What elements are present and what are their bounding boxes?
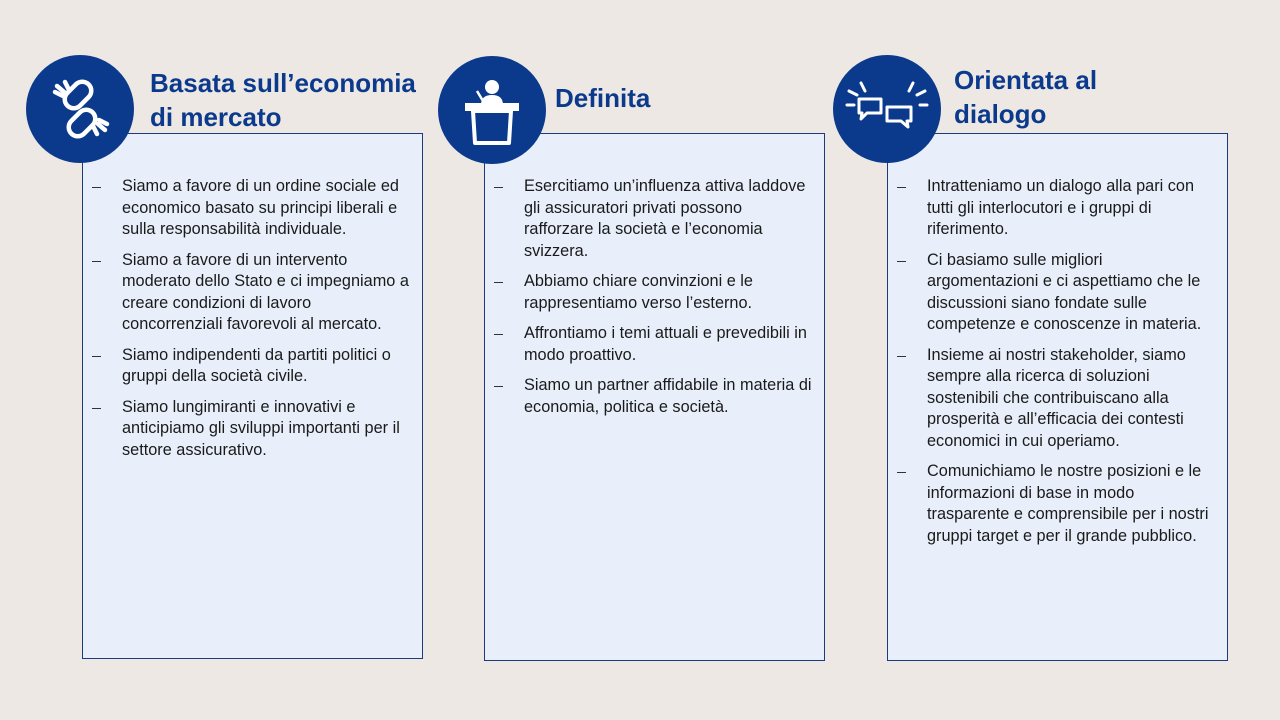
column-title bbox=[150, 66, 416, 134]
list-item-text: Siamo a favore di un ordine sociale ed economico basato su principi liberali e sulla responsabilità individuale. bbox=[122, 177, 399, 238]
list-item bbox=[494, 176, 812, 262]
list-item-text: Ci basiamo sulle migliori argomentazioni e ci aspettiamo che le discussioni siano fondate sulle competenze e conoscenze in materia. bbox=[927, 250, 1202, 333]
column-title bbox=[954, 63, 1097, 131]
list-item-text: Siamo indipendenti da partiti politici o gruppi della società civile. bbox=[122, 345, 391, 385]
list-item-text: Affrontiamo i temi attuali e prevedibili in modo proattivo. bbox=[524, 324, 807, 364]
list-item bbox=[92, 176, 410, 241]
list-item-text: Esercitiamo un’influenza attiva laddove gli assicuratori privati possono rafforzare la società e l’economia svizzera. bbox=[524, 177, 806, 260]
list-item-text: Abbiamo chiare convinzioni e le rappresentiamo verso l’esterno. bbox=[524, 272, 753, 312]
list-item bbox=[897, 176, 1217, 241]
column-title-line: Definita bbox=[555, 83, 651, 113]
bullet-list bbox=[92, 176, 410, 470]
list-item-text: Siamo un partner affidabile in materia di economia, politica e società. bbox=[524, 376, 812, 416]
list-item bbox=[494, 323, 812, 366]
list-item bbox=[897, 461, 1217, 547]
list-item-text: Intratteniamo un dialogo alla pari con tutti gli interlocutori e i gruppi di riferimento. bbox=[927, 177, 1195, 238]
bullet-list bbox=[897, 176, 1217, 556]
column-icon-circle bbox=[833, 55, 941, 163]
lectern-speaker-icon bbox=[457, 73, 527, 147]
list-item-text: Insieme ai nostri stakeholder, siamo sempre alla ricerca di soluzioni sostenibili che contribuiscano alla prosperità e all’efficacia dei contesti economici in cui operiamo. bbox=[927, 345, 1186, 450]
broken-chain-icon bbox=[43, 72, 117, 146]
column-title-line: di mercato bbox=[150, 102, 282, 132]
list-item-text: Siamo a favore di un intervento moderato dello Stato e ci impegniamo a creare condizioni di lavoro concorrenziali favorevoli al mercato. bbox=[122, 250, 409, 333]
list-item bbox=[92, 397, 410, 462]
column-title-line: Orientata al bbox=[954, 65, 1098, 95]
speech-bubbles-icon bbox=[845, 79, 929, 139]
column-icon-circle bbox=[438, 56, 546, 164]
list-item bbox=[92, 250, 410, 336]
list-item bbox=[897, 250, 1217, 336]
list-item-text: Comunichiamo le nostre posizioni e le informazioni di base in modo trasparente e comprensibile per i nostri gruppi target e per il grande pubblico. bbox=[927, 462, 1209, 545]
list-item bbox=[92, 345, 410, 388]
column-title bbox=[555, 81, 650, 115]
column-title-line: Basata sull’economia bbox=[150, 68, 416, 98]
list-item bbox=[494, 375, 812, 418]
column-title-line: dialogo bbox=[954, 99, 1047, 129]
list-item-text: Siamo lungimiranti e innovativi e anticipiamo gli sviluppi importanti per il settore assicurativo. bbox=[122, 397, 400, 459]
column-icon-circle bbox=[26, 55, 134, 163]
list-item bbox=[897, 345, 1217, 453]
list-item bbox=[494, 271, 812, 314]
bullet-list bbox=[494, 176, 812, 427]
